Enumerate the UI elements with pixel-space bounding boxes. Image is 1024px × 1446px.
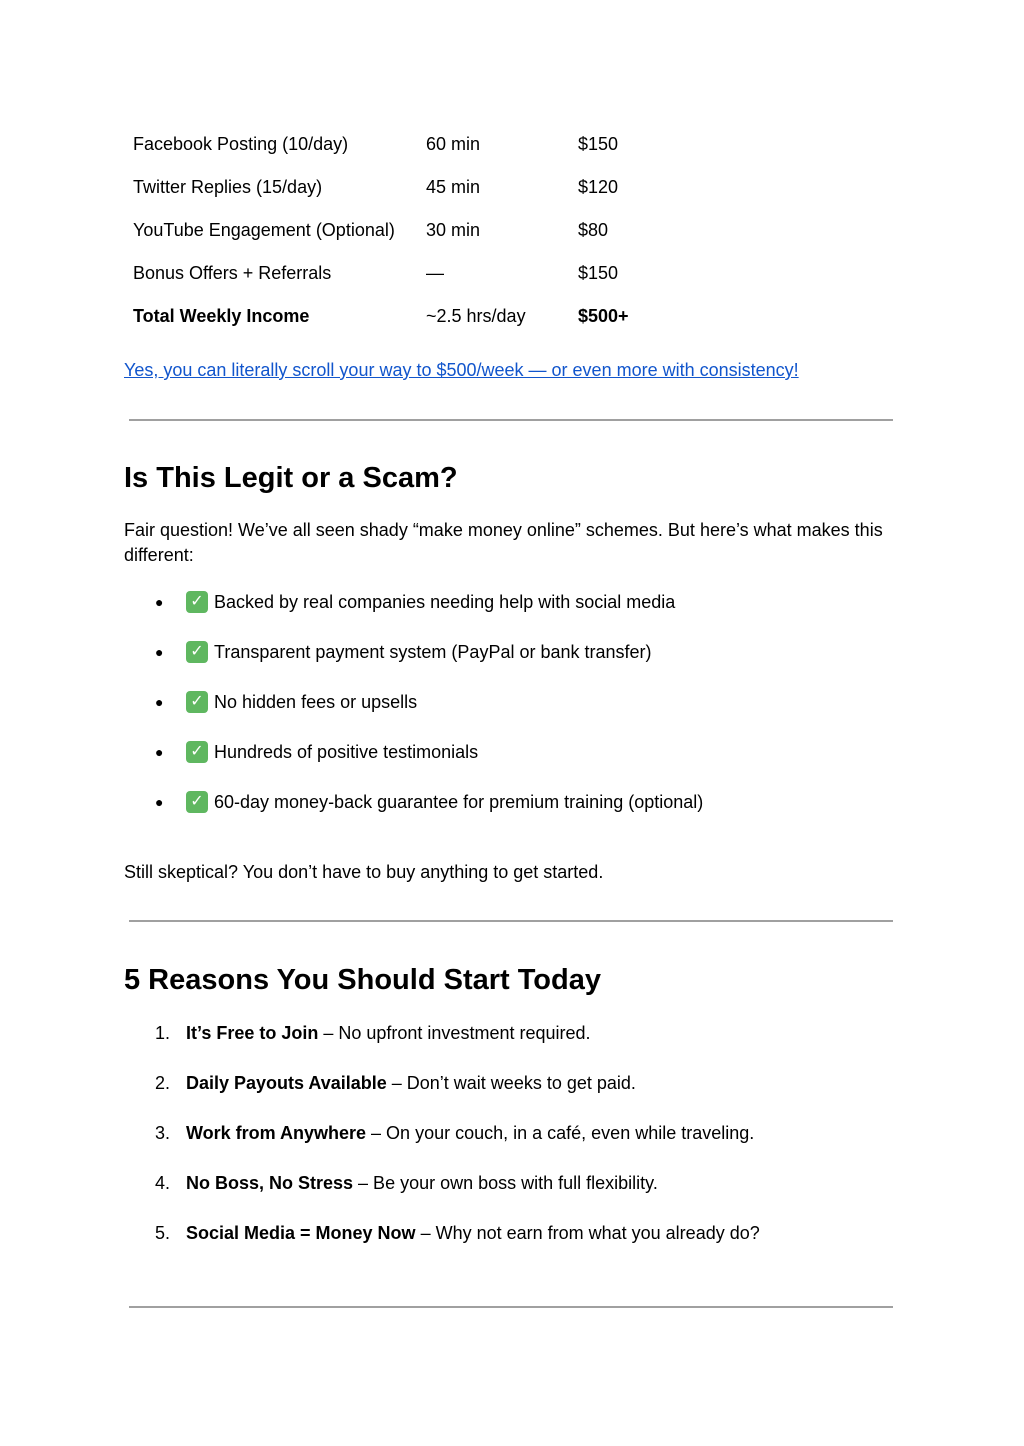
list-item-text: No hidden fees or upsells — [214, 692, 418, 712]
list-item-text: Transparent payment system (PayPal or bank transfer) — [214, 642, 652, 662]
time-cell: — — [426, 263, 444, 283]
item-title: Social Media = Money Now — [186, 1223, 416, 1243]
legit-heading: Is This Legit or a Scam? — [124, 462, 458, 494]
item-number: 3. — [155, 1123, 171, 1143]
task-cell: Facebook Posting (10/day) — [133, 134, 349, 154]
amount-cell: $150 — [578, 134, 619, 154]
bullet-icon: ● — [155, 744, 164, 760]
scroll-income-link[interactable]: Yes, you can literally scroll your way to $500/week — or even more with consistency! — [124, 360, 799, 380]
list-item-text: Backed by real companies needing help with social media — [214, 592, 676, 612]
check-mark-icon: ✓ — [186, 641, 208, 663]
item-title: Daily Payouts Available — [186, 1073, 387, 1093]
reasons-heading: 5 Reasons You Should Start Today — [124, 964, 601, 996]
bullet-icon: ● — [155, 594, 164, 610]
task-cell: Bonus Offers + Referrals — [133, 263, 332, 283]
amount-cell: $150 — [578, 263, 619, 283]
amount-cell: $80 — [578, 220, 609, 240]
total-label: Total Weekly Income — [133, 306, 310, 326]
task-cell: YouTube Engagement (Optional) — [133, 220, 395, 240]
list-item-text: Hundreds of positive testimonials — [214, 742, 479, 762]
item-description: – No upfront investment required. — [318, 1023, 591, 1043]
amount-cell: $120 — [578, 177, 619, 197]
divider — [129, 920, 893, 922]
item-description: – Don’t wait weeks to get paid. — [386, 1073, 636, 1093]
item-title: No Boss, No Stress — [186, 1173, 354, 1193]
total-time: ~2.5 hrs/day — [426, 306, 526, 326]
total-amount: $500+ — [578, 306, 629, 326]
legit-closing: Still skeptical? You don’t have to buy anything to get started. — [124, 862, 604, 882]
time-cell: 45 min — [426, 177, 481, 197]
item-title: It’s Free to Join — [186, 1023, 319, 1043]
item-description: – On your couch, in a café, even while traveling. — [366, 1123, 755, 1143]
divider — [129, 419, 893, 421]
item-number: 2. — [155, 1073, 171, 1093]
check-mark-icon: ✓ — [186, 791, 208, 813]
item-number: 4. — [155, 1173, 171, 1193]
bullet-icon: ● — [155, 794, 164, 810]
item-number: 5. — [155, 1223, 171, 1243]
item-description: – Why not earn from what you already do? — [415, 1223, 760, 1243]
bullet-icon: ● — [155, 694, 164, 710]
item-title: Work from Anywhere — [186, 1123, 367, 1143]
bullet-icon: ● — [155, 644, 164, 660]
item-description: – Be your own boss with full flexibility. — [353, 1173, 658, 1193]
check-mark-icon: ✓ — [186, 691, 208, 713]
divider — [129, 1306, 893, 1308]
task-cell: Twitter Replies (15/day) — [133, 177, 323, 197]
time-cell: 60 min — [426, 134, 481, 154]
list-item-text: 60-day money-back guarantee for premium training (optional) — [214, 792, 704, 812]
check-mark-icon: ✓ — [186, 741, 208, 763]
check-mark-icon: ✓ — [186, 591, 208, 613]
item-number: 1. — [155, 1023, 171, 1043]
time-cell: 30 min — [426, 220, 481, 240]
legit-intro: Fair question! We’ve all seen shady “make money online” schemes. But here’s what makes this different: — [124, 520, 883, 565]
